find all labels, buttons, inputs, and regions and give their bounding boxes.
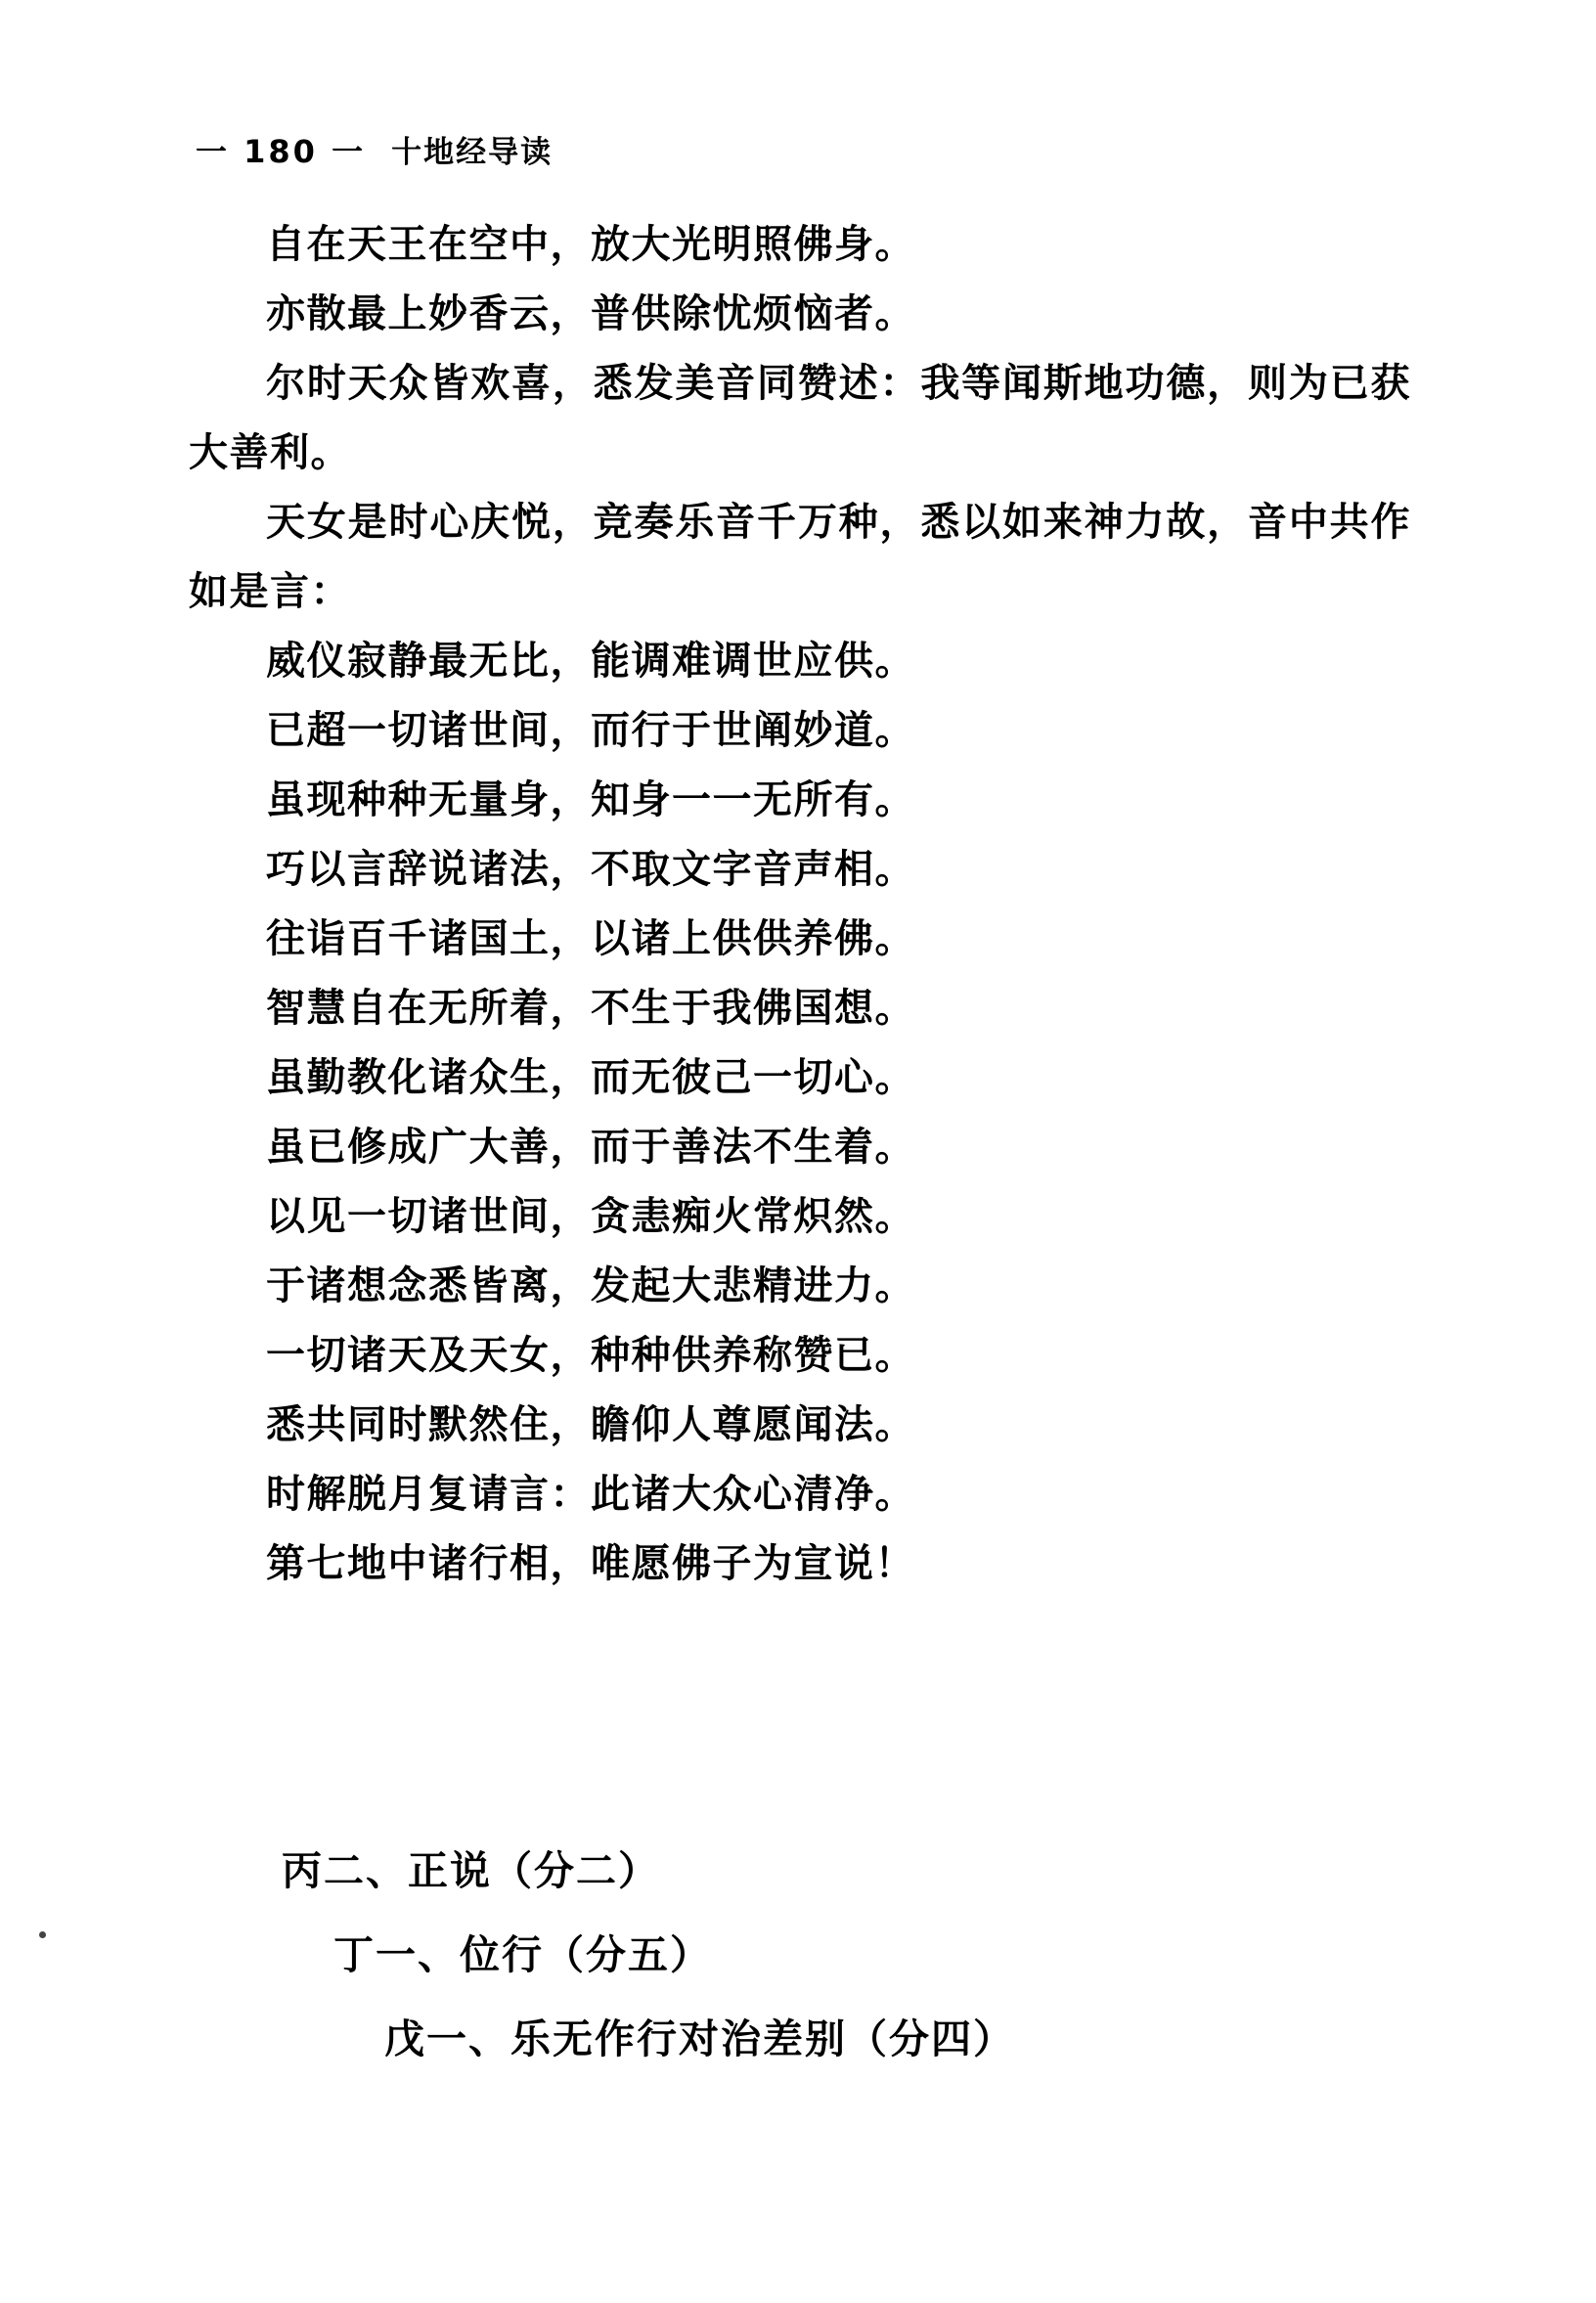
page-number: 一 180 一 xyxy=(196,133,367,170)
body-text xyxy=(189,210,1411,1599)
verse-line: 巧以言辞说诸法，不取文字音声相。 xyxy=(266,847,915,892)
heading-level-2: 丁一、位行（分五） xyxy=(333,1931,712,1978)
verse-line: 虽现种种无量身，知身一一无所有。 xyxy=(266,777,915,822)
paragraph: 天女是时心庆悦，竞奏乐音千万种，悉以如来神力故，音中共作如是言： xyxy=(189,500,1411,614)
paragraph: 自在天王在空中，放大光明照佛身。 xyxy=(266,222,915,267)
verse-line: 时解脱月复请言：此诸大众心清净。 xyxy=(266,1472,915,1517)
verse-line: 悉共同时默然住，瞻仰人尊愿闻法。 xyxy=(266,1402,915,1447)
running-head xyxy=(196,127,553,172)
book-title: 十地经导读 xyxy=(391,135,554,170)
verse-line: 往诣百千诸国土，以诸上供供养佛。 xyxy=(266,916,915,961)
paragraph: 亦散最上妙香云，普供除忧烦恼者。 xyxy=(266,291,915,336)
verse-line: 虽已修成广大善，而于善法不生着。 xyxy=(266,1125,915,1170)
verse-line: 第七地中诸行相，唯愿佛子为宣说！ xyxy=(266,1541,915,1586)
verse-line: 虽勤教化诸众生，而无彼己一切心。 xyxy=(266,1055,915,1100)
verse-line: 一切诸天及天女，种种供养称赞已。 xyxy=(266,1333,915,1378)
heading-level-1: 丙二、正说（分二） xyxy=(282,1847,660,1894)
verse-line: 于诸想念悉皆离，发起大悲精进力。 xyxy=(266,1263,915,1308)
section-headings xyxy=(189,1829,1411,2081)
verse-line: 已超一切诸世间，而行于世阐妙道。 xyxy=(266,708,915,753)
verse-line: 威仪寂静最无比，能调难调世应供。 xyxy=(266,639,915,684)
heading-level-3: 戊一、乐无作行对治差别（分四） xyxy=(384,2015,1015,2062)
verse-line: 以见一切诸世间，贪恚痴火常炽然。 xyxy=(266,1194,915,1239)
paragraph: 尔时天众皆欢喜，悉发美音同赞述：我等闻斯地功德，则为已获大善利。 xyxy=(189,361,1411,475)
verse-line: 智慧自在无所着，不生于我佛国想。 xyxy=(266,986,915,1031)
margin-mark xyxy=(39,1931,46,1938)
